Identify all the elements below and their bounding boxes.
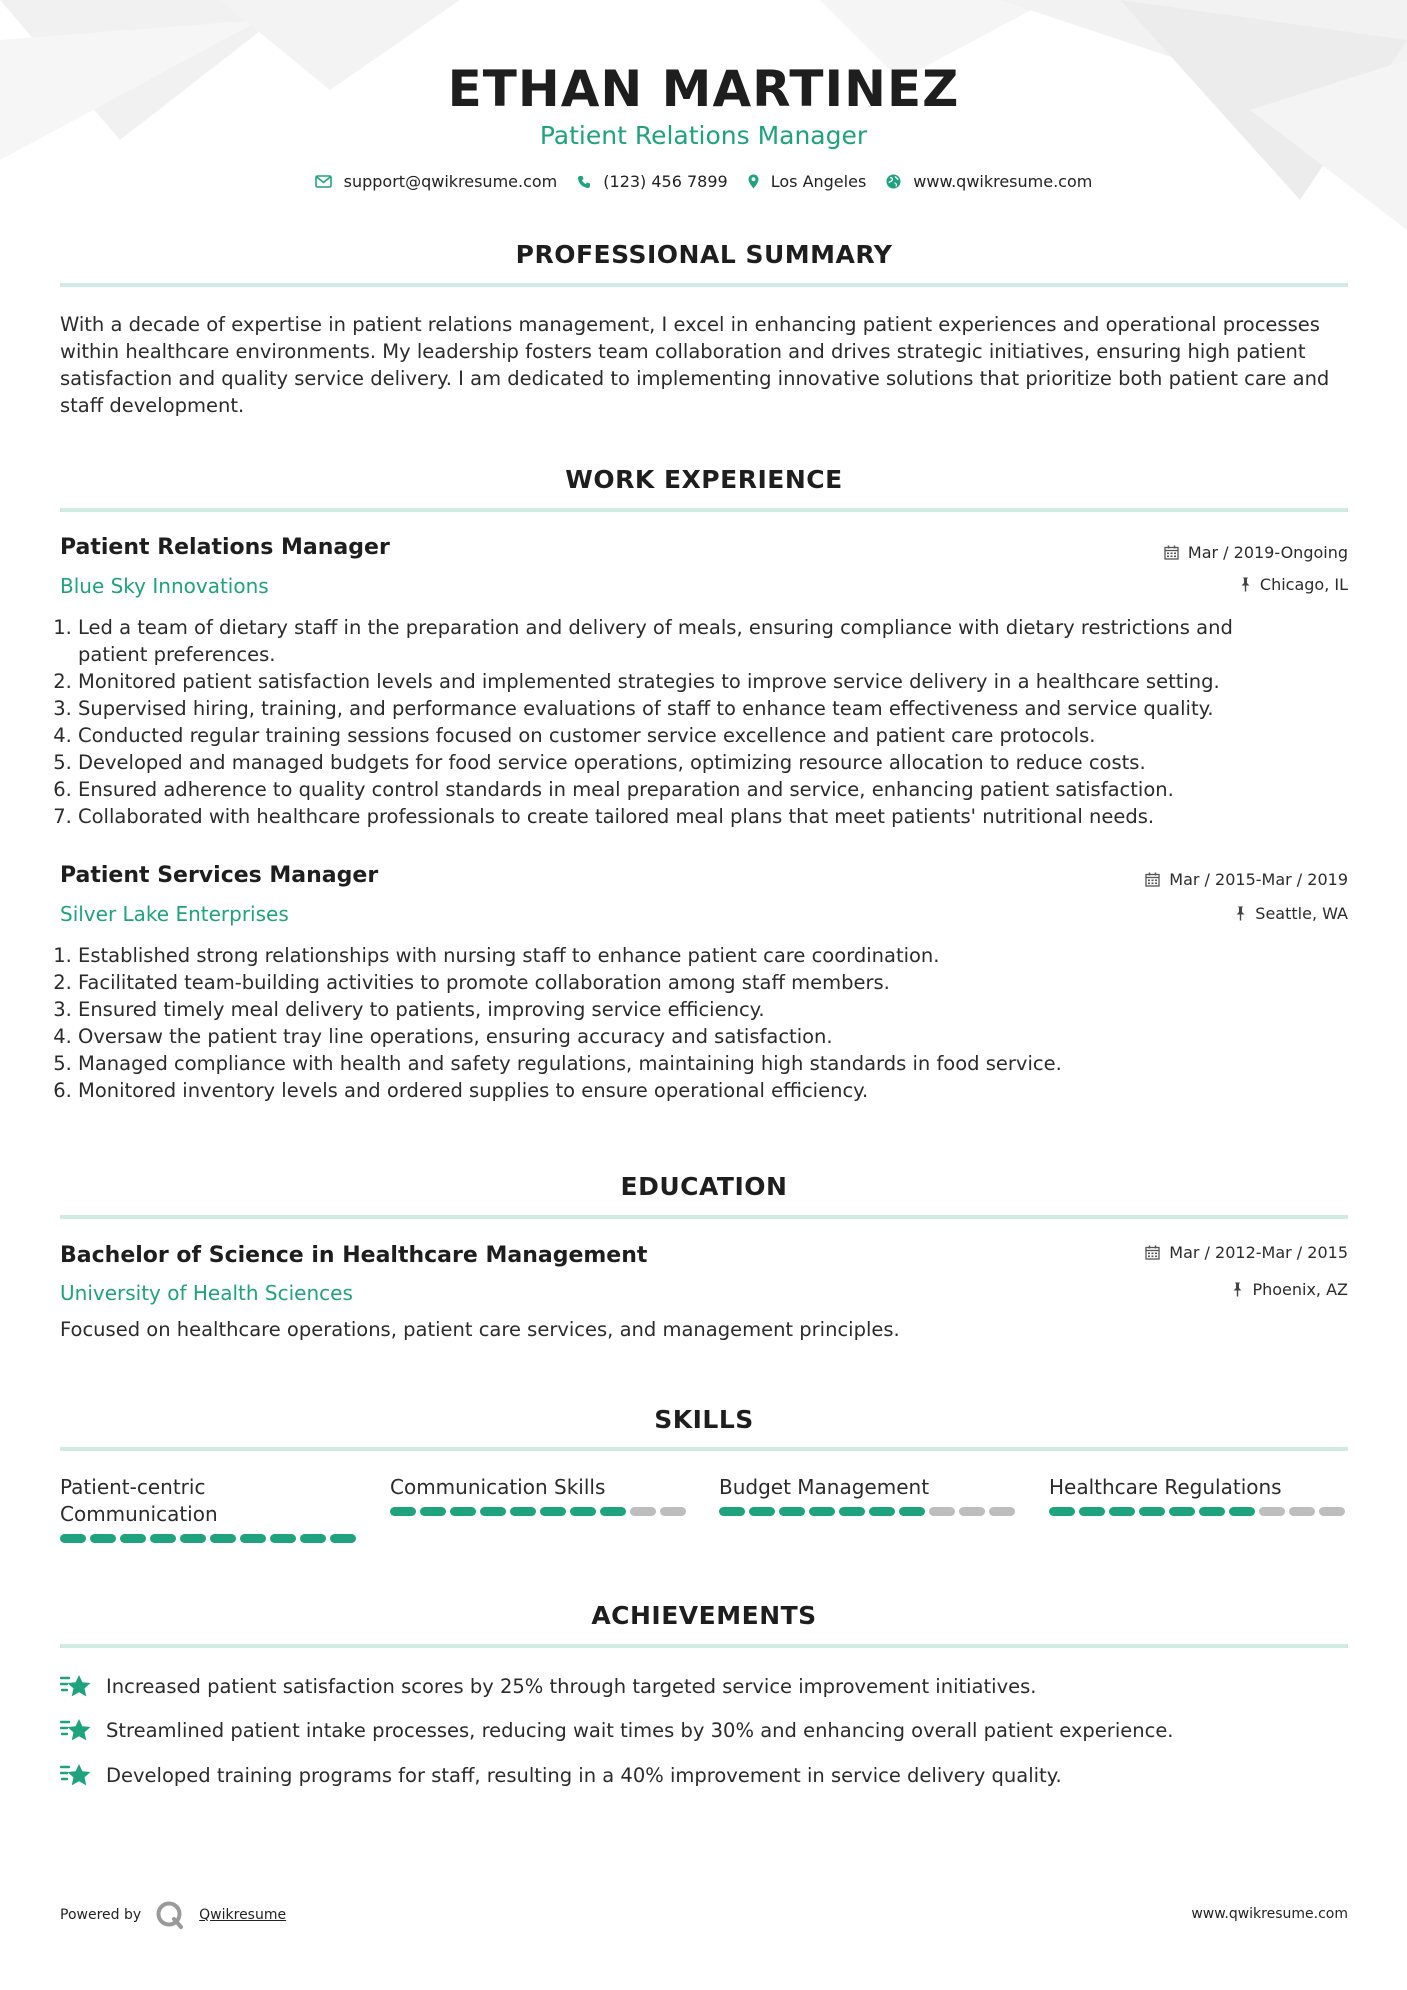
skill-dot-filled	[150, 1534, 176, 1543]
contact-website[interactable]	[886, 172, 1092, 191]
achievement-item	[60, 1762, 1062, 1788]
calendar-icon	[1164, 545, 1179, 560]
skill-dot-filled	[450, 1507, 476, 1516]
list-item: 3. Supervised hiring, training, and performance evaluations of staff to enhance team effectiveness and service quality.	[78, 695, 1308, 722]
powered-by-label: Powered by	[60, 1907, 142, 1923]
calendar-icon	[1145, 872, 1160, 887]
list-item: 1. Established strong relationships with nursing staff to enhance patient care coordination.	[78, 942, 1308, 969]
qwikresume-logo-icon	[155, 1900, 185, 1930]
job-location-text: Chicago, IL	[1259, 575, 1348, 594]
skill-dot-empty	[989, 1507, 1015, 1516]
job-location	[1235, 904, 1348, 923]
skill-dot-filled	[390, 1507, 416, 1516]
star-badge-icon	[60, 1762, 92, 1788]
pushpin-icon	[1235, 906, 1246, 921]
contact-bar	[0, 172, 1407, 191]
job-company: Silver Lake Enterprises	[60, 902, 289, 926]
list-item: 1. Led a team of dietary staff in the preparation and delivery of meals, ensuring compliance with dietary restrictions and patient preferences.	[78, 614, 1308, 668]
skill-dot-filled	[839, 1507, 865, 1516]
skill-dot-filled	[270, 1534, 296, 1543]
skill-dot-empty	[1289, 1507, 1315, 1516]
skill-dot-filled	[420, 1507, 446, 1516]
star-badge-icon	[60, 1673, 92, 1699]
section-divider	[60, 1215, 1348, 1219]
skill-dot-filled	[1169, 1507, 1195, 1516]
skill-name: Budget Management	[719, 1475, 930, 1499]
skill-dot-empty	[660, 1507, 686, 1516]
list-item: 5. Developed and managed budgets for food service operations, optimizing resource allocation to reduce costs.	[78, 749, 1308, 776]
list-item: 2. Facilitated team-building activities to promote collaboration among staff members.	[78, 969, 1308, 996]
skill-dot-filled	[719, 1507, 745, 1516]
job-title: Patient Services Manager	[60, 863, 379, 888]
job-location	[1240, 575, 1348, 594]
skill-dot-filled	[180, 1534, 206, 1543]
skill-level-bar	[1049, 1507, 1349, 1516]
envelope-icon	[315, 175, 332, 188]
skill-dot-filled	[570, 1507, 596, 1516]
achievement-text: Increased patient satisfaction scores by 25% through targeted service improvement initiatives.	[106, 1674, 1037, 1698]
contact-email[interactable]	[315, 172, 558, 191]
star-badge-icon	[60, 1717, 92, 1743]
skill-level-bar	[719, 1507, 1019, 1516]
list-item: 7. Collaborated with healthcare professionals to create tailored meal plans that meet patients' nutritional needs.	[78, 803, 1308, 830]
skill-dot-empty	[630, 1507, 656, 1516]
pushpin-icon	[1240, 577, 1251, 592]
skill-level-bar	[390, 1507, 690, 1516]
skill-name: Healthcare Regulations	[1049, 1475, 1282, 1499]
skill-dot-filled	[869, 1507, 895, 1516]
skill-dot-filled	[899, 1507, 925, 1516]
skill-dot-empty	[959, 1507, 985, 1516]
skill-dot-filled	[1049, 1507, 1075, 1516]
degree-title: Bachelor of Science in Healthcare Management	[60, 1243, 648, 1268]
job-title: Patient Relations Manager	[60, 535, 390, 560]
contact-phone-text: (123) 456 7899	[603, 172, 728, 191]
section-title-skills: SKILLS	[654, 1405, 754, 1434]
skill-dot-filled	[1199, 1507, 1225, 1516]
contact-website-text: www.qwikresume.com	[913, 172, 1093, 191]
skill-dot-filled	[1139, 1507, 1165, 1516]
list-item: 4. Conducted regular training sessions focused on customer service excellence and patient care protocols.	[78, 722, 1308, 749]
qwikresume-link[interactable]: Qwikresume	[199, 1907, 287, 1923]
contact-email-text: support@qwikresume.com	[343, 172, 558, 191]
map-pin-icon	[748, 174, 759, 189]
education-location-text: Phoenix, AZ	[1252, 1280, 1348, 1299]
section-title-summary: PROFESSIONAL SUMMARY	[515, 240, 893, 269]
education-location	[1232, 1280, 1348, 1299]
skill-dot-filled	[1229, 1507, 1255, 1516]
skill-dot-filled	[90, 1534, 116, 1543]
job-company: Blue Sky Innovations	[60, 574, 269, 598]
section-title-achievements: ACHIEVEMENTS	[591, 1601, 817, 1630]
skill-dot-filled	[1109, 1507, 1135, 1516]
section-divider	[60, 283, 1348, 287]
achievement-item	[60, 1673, 1036, 1699]
skill-dot-empty	[1319, 1507, 1345, 1516]
skill-item	[60, 1474, 360, 1543]
job-location-text: Seattle, WA	[1255, 904, 1348, 923]
achievement-text: Developed training programs for staff, resulting in a 40% improvement in service delivery quality.	[106, 1763, 1062, 1787]
achievement-text: Streamlined patient intake processes, reducing wait times by 30% and enhancing overall patient experience.	[106, 1718, 1174, 1742]
section-divider	[60, 1447, 1348, 1451]
skill-dot-empty	[1259, 1507, 1285, 1516]
list-item: 2. Monitored patient satisfaction levels and implemented strategies to improve service delivery in a healthcare setting.	[78, 668, 1308, 695]
education-dates	[1145, 1243, 1348, 1262]
candidate-role: Patient Relations Manager	[539, 121, 868, 150]
list-item: 5. Managed compliance with health and safety regulations, maintaining high standards in food service.	[78, 1050, 1308, 1077]
contact-location-text: Los Angeles	[770, 172, 867, 191]
list-item: 3. Ensured timely meal delivery to patients, improving service efficiency.	[78, 996, 1308, 1023]
skill-name: Communication Skills	[390, 1475, 606, 1499]
skill-dot-filled	[1079, 1507, 1105, 1516]
job-dates	[1164, 543, 1348, 562]
globe-icon	[886, 174, 901, 189]
skill-dot-filled	[240, 1534, 266, 1543]
school-name: University of Health Sciences	[60, 1281, 353, 1305]
skill-dot-filled	[210, 1534, 236, 1543]
skill-dot-filled	[480, 1507, 506, 1516]
skill-item	[1049, 1474, 1349, 1516]
section-divider	[60, 1644, 1348, 1648]
skill-dot-filled	[60, 1534, 86, 1543]
footer-website[interactable]: www.qwikresume.com	[1191, 1906, 1348, 1922]
education-dates-text: Mar / 2012-Mar / 2015	[1169, 1243, 1348, 1262]
achievement-item	[60, 1717, 1174, 1743]
job-responsibilities	[0, 614, 1308, 830]
skill-dot-filled	[600, 1507, 626, 1516]
professional-summary: With a decade of expertise in patient relations management, I excel in enhancing patient experiences and operational processes within healthcare environments. My leadership fosters team collaboration and drives strategic initiatives, ensuring high patient satisfaction and quality service delivery. I am dedicated to implementing innovative solutions that prioritize both patient care and staff development.	[60, 313, 1330, 417]
skill-dot-filled	[809, 1507, 835, 1516]
contact-phone[interactable]	[577, 172, 727, 191]
skill-dot-filled	[540, 1507, 566, 1516]
list-item: 6. Ensured adherence to quality control standards in meal preparation and service, enhancing patient satisfaction.	[78, 776, 1308, 803]
list-item: 4. Oversaw the patient tray line operations, ensuring accuracy and satisfaction.	[78, 1023, 1308, 1050]
section-title-education: EDUCATION	[620, 1172, 788, 1201]
skill-dot-filled	[749, 1507, 775, 1516]
skill-level-bar	[60, 1534, 360, 1543]
skill-dot-filled	[779, 1507, 805, 1516]
section-divider	[60, 508, 1348, 512]
job-dates-text: Mar / 2015-Mar / 2019	[1169, 870, 1348, 889]
contact-location	[748, 172, 867, 191]
candidate-name: ETHAN MARTINEZ	[447, 60, 960, 118]
job-responsibilities	[0, 942, 1308, 1104]
calendar-icon	[1145, 1245, 1160, 1260]
footer-powered-by	[60, 1900, 286, 1930]
list-item: 6. Monitored inventory levels and ordered supplies to ensure operational efficiency.	[78, 1077, 1308, 1104]
skill-dot-filled	[510, 1507, 536, 1516]
job-dates	[1145, 870, 1348, 889]
skill-item	[719, 1474, 1019, 1516]
section-title-experience: WORK EXPERIENCE	[565, 465, 843, 494]
skill-dot-filled	[330, 1534, 356, 1543]
skill-dot-empty	[929, 1507, 955, 1516]
skill-name: Patient-centric Communication	[60, 1475, 218, 1526]
skill-dot-filled	[300, 1534, 326, 1543]
phone-icon	[577, 175, 591, 189]
pushpin-icon	[1232, 1282, 1243, 1297]
education-description: Focused on healthcare operations, patient care services, and management principles.	[60, 1318, 900, 1341]
skill-dot-filled	[120, 1534, 146, 1543]
job-dates-text: Mar / 2019-Ongoing	[1187, 543, 1348, 562]
skill-item	[390, 1474, 690, 1516]
